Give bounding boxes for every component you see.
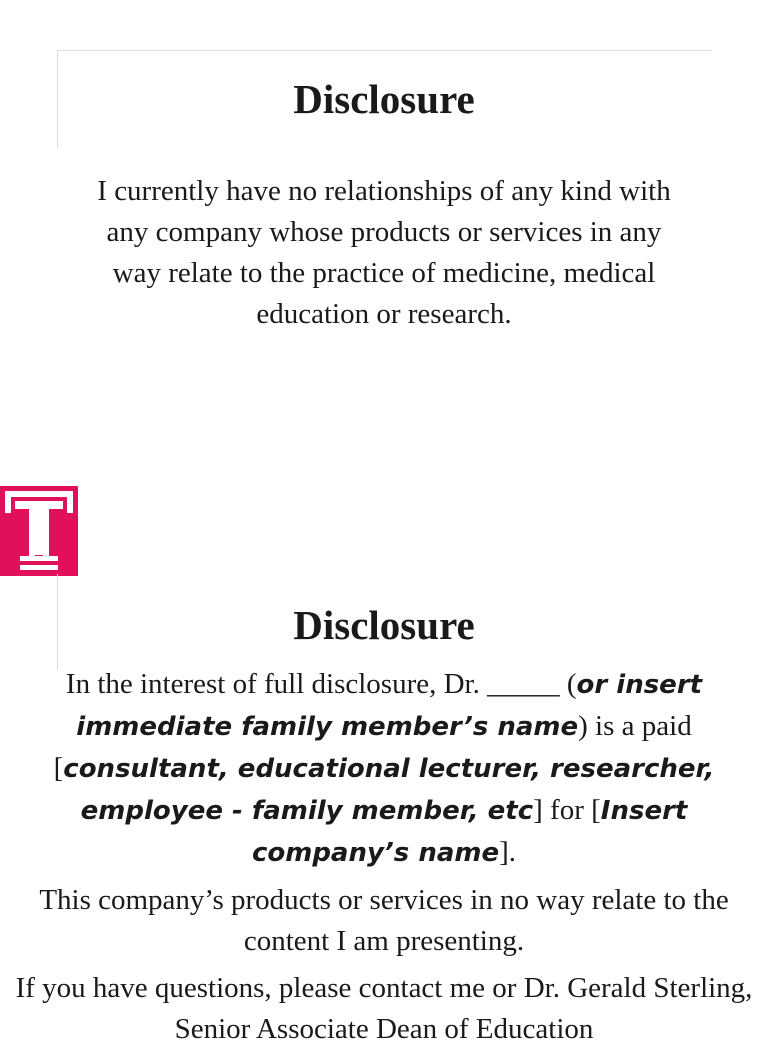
italic-placeholder: or insert immediate family member’s name (76, 670, 703, 742)
slide-1 (0, 0, 768, 470)
slide-2 (0, 470, 768, 1045)
text-run: ] for [ (533, 794, 601, 826)
temple-t-logo-icon (0, 486, 78, 576)
slide-1-title: Disclosure (293, 76, 475, 122)
slide-frame-line (57, 50, 712, 51)
slide-2-title: Disclosure (293, 602, 475, 648)
name-blank: _____ (487, 668, 560, 700)
text-run: In the interest of full disclosure, Dr. (65, 668, 488, 700)
contact-paragraph: If you have questions, please contact me or Dr. Gerald Sterling, Senior Associate Dean of Education (15, 972, 753, 1045)
italic-placeholder: Insert company’s name (251, 796, 688, 868)
disclosure-paragraph (10, 664, 758, 874)
statement-paragraph: This company’s products or services in no way relate to the content I am presenting. (39, 884, 729, 957)
text-run: ]. (499, 836, 517, 868)
italic-placeholder: consultant, educational lecturer, researcher, employee - family member, etc (63, 754, 715, 826)
text-run: ( (559, 668, 577, 700)
slide-1-body: I currently have no relationships of any kind with any company whose products or services in any way relate to the practice of medicine, medical education or research. (97, 175, 671, 330)
text-run: ) is a paid [ (53, 710, 692, 784)
slide-2-body (10, 664, 758, 1050)
